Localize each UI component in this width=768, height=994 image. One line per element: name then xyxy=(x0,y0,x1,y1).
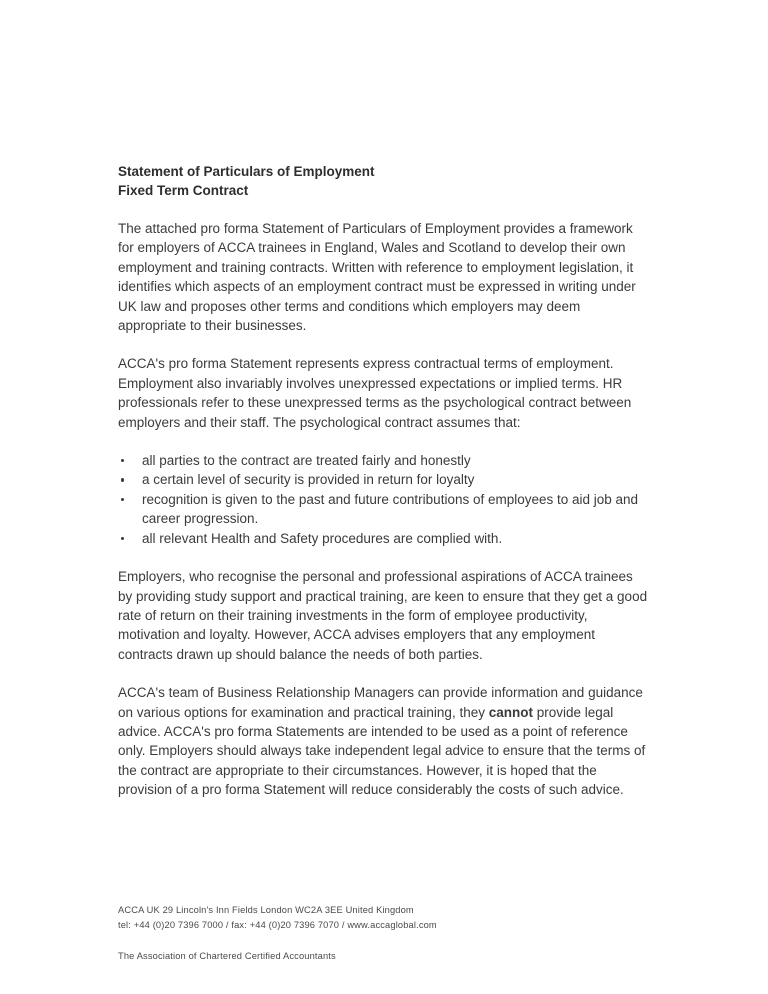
footer-association: The Association of Chartered Certified Accountants xyxy=(118,951,336,961)
page-title-line-2: Fixed Term Contract xyxy=(118,183,249,198)
list-item-label: all relevant Health and Safety procedures are complied with. xyxy=(142,530,503,546)
footer-address: ACCA UK 29 Lincoln's Inn Fields London WC2A 3EE United Kingdom xyxy=(118,905,414,915)
bullet-icon xyxy=(121,498,124,501)
spacer xyxy=(118,432,650,451)
list-item xyxy=(118,451,650,470)
list-item xyxy=(118,470,650,489)
spacer xyxy=(118,200,650,219)
page-footer xyxy=(118,903,658,964)
list-item-label: recognition is given to the past and future contributions of employees to aid job and career progression. xyxy=(142,491,639,527)
paragraph-psychological-contract: ACCA's pro forma Statement represents express contractual terms of employment. Employment also invariably involves unexpressed expectations or implied terms. HR professionals refer to these unexpressed terms as the psychological contract between employers and their staff. The psychological contract assumes that: xyxy=(118,356,632,430)
spacer xyxy=(118,548,650,567)
bullet-icon xyxy=(121,478,124,481)
spacer xyxy=(118,664,650,683)
legal-advice-text-start: ACCA's team of Business Relationship Managers can provide information and guidance on various options for examination and practical training, they xyxy=(118,685,643,720)
page-title-line-1: Statement of Particulars of Employment xyxy=(118,164,375,179)
paragraph-employers: Employers, who recognise the personal and professional aspirations of ACCA trainees by providing study support and practical training, are keen to ensure that they get a good rate of return on their training investments in the form of employee productivity, motivation and loyalty. However, ACCA advises employers that any employment contracts drawn up should balance the needs of both parties. xyxy=(118,569,648,662)
list-item xyxy=(118,490,650,529)
spacer xyxy=(118,335,650,354)
list-item-label: all parties to the contract are treated fairly and honestly xyxy=(142,453,471,469)
list-item xyxy=(118,529,650,548)
footer-contact: tel: +44 (0)20 7396 7000 / fax: +44 (0)20 7396 7070 / www.accaglobal.com xyxy=(118,920,437,930)
assumptions-list xyxy=(118,451,650,548)
list-item-label: a certain level of security is provided in return for loyalty xyxy=(142,472,475,488)
paragraph-legal-advice xyxy=(118,683,650,799)
legal-advice-emphasis: cannot xyxy=(488,704,533,720)
bullet-icon xyxy=(121,459,124,462)
legal-advice-text-end: provide legal advice. ACCA's pro forma Statements are intended to be used as a point of reference only. Employers should always take independent legal advice to ensure that the terms of the contract are appropriate to their circumstances. However, it is hoped that the provision of a pro forma Statement will reduce considerably the costs of such advice. xyxy=(118,704,646,798)
bullet-icon xyxy=(121,537,124,540)
paragraph-intro: The attached pro forma Statement of Particulars of Employment provides a framework for employers of ACCA trainees in England, Wales and Scotland to develop their own employment and training contracts. Written with reference to employment legislation, it identifies which aspects of an employment contract must be expressed in writing under UK law and proposes other terms and conditions which employers may deem appropriate to their businesses. xyxy=(118,221,636,334)
document-body xyxy=(118,162,650,800)
page-title xyxy=(118,162,650,200)
